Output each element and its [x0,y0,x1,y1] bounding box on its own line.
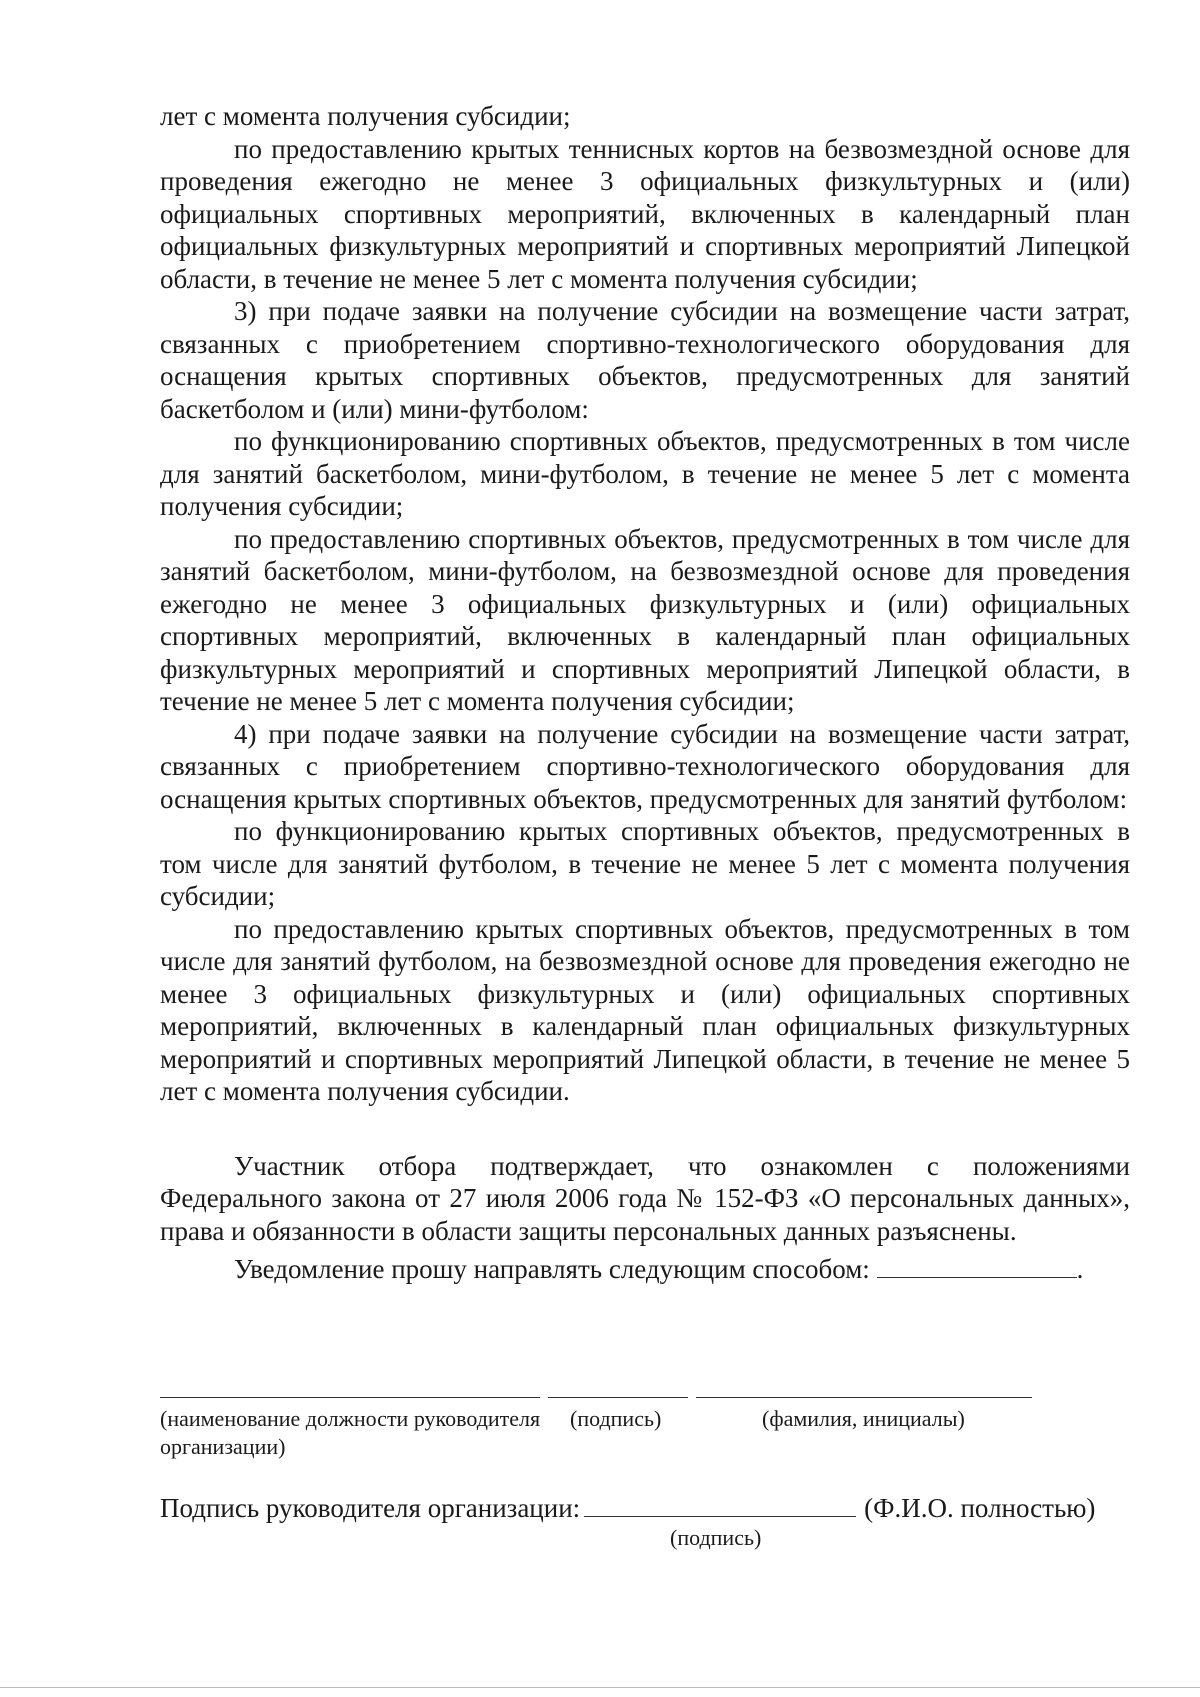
notification-end: . [1076,1254,1084,1284]
signature-row [160,1397,1120,1487]
clauses-list [160,100,1130,1108]
head-signature-caption: (подпись) [670,1525,762,1550]
name-line[interactable] [696,1397,1032,1398]
page-edge-line [0,1687,1200,1688]
clause-paragraph: по функционированию крытых спортивных объектов, предусмотренных в том числе для занятий футболом, в течение не менее 5 лет с момента получения субсидии; [160,816,1130,911]
clause-paragraph: по предоставлению крытых теннисных кортов на безвозмездной основе для проведения ежегодно не менее 3 официальных физкультурных и (или) официальных спортивных мероприятий, включенных в календарный план официальных физкультурных мероприятий и спортивных мероприятий Липецкой области, в течение не менее 5 лет с момента получения субсидии; [160,133,1130,294]
clause-paragraph: по предоставлению крытых спортивных объектов, предусмотренных в том числе для занятий футболом, на безвозмездной основе для проведения ежегодно не менее 3 официальных физкультурных и (или) официальных спортивных мероприятий, включенных в календарный план официальных физкультурных мероприятий и спортивных мероприятий Липецкой области, в течение не менее 5 лет с момента получения субсидии. [160,913,1130,1106]
signature-line[interactable] [548,1397,688,1398]
head-signature-suffix: (Ф.И.О. полностью) [864,1493,1096,1523]
clause-paragraph: лет с момента получения субсидии; [160,101,571,131]
clause-paragraph: 3) при подаче заявки на получение субсидии на возмещение части затрат, связанных с приобретением спортивно-технологического оборудования для оснащения крытых спортивных объектов, предусмотренных для занятий баскетболом и (или) мини-футболом: [160,296,1130,424]
document-body [160,100,1130,1286]
position-caption: (наименование должности руководителя организации) [160,1406,541,1459]
clause-paragraph: по предоставлению спортивных объектов, предусмотренных в том числе для занятий баскетболом, мини-футболом, на безвозмездной основе для проведения ежегодно не менее 3 официальных физкультурных и (или) официальных спортивных мероприятий, включенных в календарный план официальных физкультурных мероприятий и спортивных мероприятий Липецкой области, в течение не менее 5 лет с момента получения субсидии; [160,523,1130,716]
head-signature-field[interactable] [584,1492,856,1517]
head-signature-line [160,1492,1130,1524]
head-signature-label: Подпись руководителя организации: [160,1493,581,1523]
clause-paragraph: по функционированию спортивных объектов, предусмотренных в том числе для занятий баскетболом, мини-футболом, в течение не менее 5 лет с момента получения субсидии; [160,426,1130,521]
position-line[interactable] [160,1397,540,1398]
notification-method-field[interactable] [877,1253,1077,1278]
name-caption: (фамилия, инициалы) [762,1406,965,1431]
consent-paragraph: Участник отбора подтверждает, что ознакомлен с положениями Федерального закона от 27 июля 2006 года № 152-ФЗ «О персональных данных», права и обязанности в области защиты персональных данных разъяснены. [160,1150,1130,1246]
signature-caption: (подпись) [570,1406,662,1431]
notification-label: Уведомление прошу направлять следующим способом: [234,1254,870,1284]
clause-paragraph: 4) при подаче заявки на получение субсидии на возмещение части затрат, связанных с приобретением спортивно-технологического оборудования для оснащения крытых спортивных объектов, предусмотренных для занятий футболом: [160,718,1130,814]
notification-line [160,1253,1130,1286]
